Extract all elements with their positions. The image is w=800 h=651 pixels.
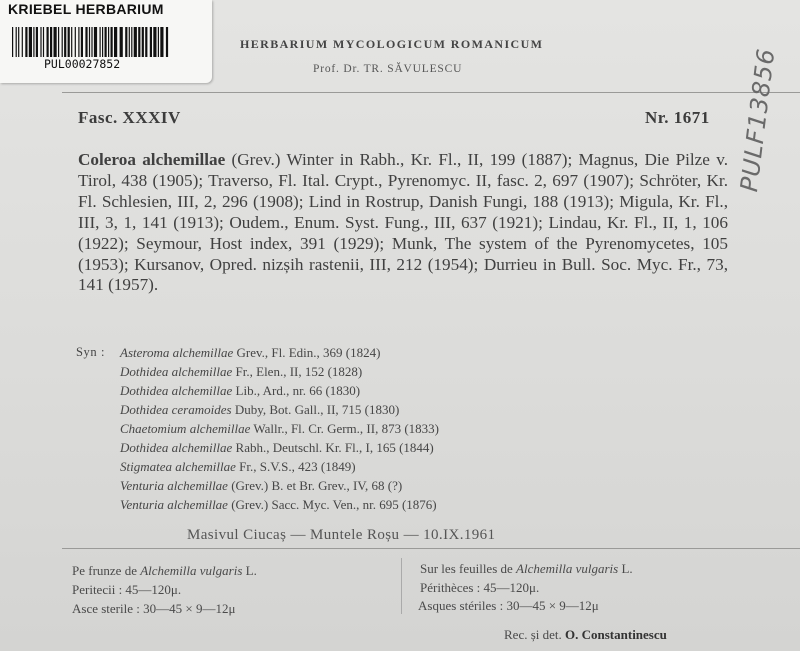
barcode-bar xyxy=(125,27,127,57)
barcode-bar xyxy=(16,27,17,57)
barcode-bar xyxy=(71,27,72,57)
barcode-bar xyxy=(138,27,140,57)
synonym-item xyxy=(120,459,356,475)
perithecia-romanian: Peritecii : 45—120μ. xyxy=(72,582,182,597)
synonym-name: Stigmatea alchemillae xyxy=(120,459,236,474)
barcode-bar xyxy=(58,27,59,57)
barcode-bar xyxy=(114,27,117,57)
divider-bottom xyxy=(62,548,800,549)
barcode-bar xyxy=(47,27,49,57)
citation-text: (Grev.) Winter in Rabh., Kr. Fl., II, 199 (1887); Magnus, Die Pilze v. Tirol, 438 (1905); Traverso, Fl. Ital. Crypt., Pyrenomyc. II, fasc. 2, 697 (1907); Schröter, Kr. Fl. Schlesien, III, 2, 296 (1908); Lind in Rostrup, Danish Fungi, 188 (1913); Migula, Kr. Fl., III, 3, 1, 141 (1913); Oudem., Enum. Syst. Fung., III, 637 (1921); Lindau, Kr. Fl., II, 1, 106 (1922); Seymour, Host index, 391 (1929); Munk, The system of the Pyrenomycetes, 105 (1953); Kursanov, Opred. nizșih rastenii, III, 212 (1954); Durrieu in Bull. Soc. Myc. Fr., 73, 141 (1957). xyxy=(78,150,728,295)
barcode-bar xyxy=(36,27,38,57)
barcode-bar xyxy=(25,27,27,57)
barcode-bar xyxy=(108,27,109,57)
specimen-number: Nr. 1671 xyxy=(645,108,710,127)
synonym-ref: Lib., Ard., nr. 66 (1830) xyxy=(232,383,361,398)
barcode-bar xyxy=(89,27,90,57)
synonym-ref: (Grev.) B. et Br. Grev., IV, 68 (?) xyxy=(227,478,403,493)
host-name: Alchemilla vulgaris xyxy=(140,563,243,578)
barcode-number: PUL00027852 xyxy=(44,57,121,71)
barcode-bar xyxy=(134,27,137,57)
synonym-ref: Wallr., Fl. Cr. Germ., II, 873 (1833) xyxy=(250,421,439,436)
synonym-ref: (Grev.) Sacc. Myc. Ven., nr. 695 (1876) xyxy=(227,497,437,512)
species-name: Coleroa alchemillae xyxy=(78,150,226,169)
divider-top xyxy=(62,92,800,93)
asci-french: Asques stériles : 30—45 × 9—12μ xyxy=(418,598,599,613)
synonym-ref: Rabh., Deutschl. Kr. Fl., I, 165 (1844) xyxy=(232,440,434,455)
barcode-bar xyxy=(64,27,66,57)
host-french xyxy=(420,561,633,577)
synonym-name: Dothidea alchemillae xyxy=(120,383,233,398)
barcode-bar xyxy=(54,27,57,57)
barcode-bar xyxy=(12,27,13,57)
barcode-bar xyxy=(85,27,87,57)
synonym-name: Asteroma alchemillae xyxy=(120,345,234,360)
synonym-ref: Duby, Bot. Gall., II, 715 (1830) xyxy=(231,402,400,417)
synonym-ref: Fr., S.V.S., 423 (1849) xyxy=(235,459,356,474)
synonym-item xyxy=(120,345,380,361)
column-divider xyxy=(401,558,402,614)
synonym-name: Dothidea alchemillae xyxy=(120,440,233,455)
barcode-bar xyxy=(91,27,92,57)
barcode-bar xyxy=(33,27,34,57)
asci-romanian: Asce sterile : 30—45 × 9—12μ xyxy=(72,601,236,616)
barcode-bar xyxy=(50,27,52,57)
barcode-bar xyxy=(40,27,41,57)
barcode-bar xyxy=(100,27,101,57)
synonym-name: Venturia alchemillae xyxy=(120,478,228,493)
synonym-name: Dothidea ceramoides xyxy=(120,402,232,417)
synonym-name: Venturia alchemillae xyxy=(120,497,228,512)
barcode-bar xyxy=(43,27,44,57)
barcode-bar xyxy=(62,27,63,57)
locality: Masivul Ciucaș — Muntele Roșu — 10.IX.1961 xyxy=(187,527,496,543)
collector-name: O. Constantinescu xyxy=(565,627,667,642)
collection-author: Prof. Dr. TR. SĂVULESCU xyxy=(313,63,463,75)
barcode-bar xyxy=(18,27,19,57)
host-prefix: Sur les feuilles de xyxy=(420,561,517,576)
fascicle-label: Fasc. XXXIV xyxy=(78,108,181,127)
collector-credit xyxy=(504,627,667,643)
handwritten-accession: PULF13856 xyxy=(735,46,781,194)
barcode-bar xyxy=(102,27,103,57)
synonym-name: Dothidea alchemillae xyxy=(120,364,233,379)
host-suffix: L. xyxy=(618,561,633,576)
barcode-bar xyxy=(142,27,144,57)
barcode-bar xyxy=(81,27,83,57)
barcode-bar xyxy=(158,27,159,57)
synonym-item xyxy=(120,402,399,418)
collection-title: HERBARIUM MYCOLOGICUM ROMANICUM xyxy=(240,37,544,51)
host-suffix: L. xyxy=(242,563,257,578)
barcode-icon xyxy=(12,27,172,57)
barcode-bar xyxy=(131,27,132,57)
barcode-bar xyxy=(160,27,163,57)
barcode-label xyxy=(0,0,212,83)
host-romanian xyxy=(72,563,257,579)
synonym-item xyxy=(120,440,434,456)
barcode-bar xyxy=(105,27,107,57)
barcode-bar xyxy=(129,27,130,57)
synonym-item xyxy=(120,478,402,494)
barcode-bar xyxy=(150,27,152,57)
barcode-bar xyxy=(153,27,156,57)
barcode-bar xyxy=(78,27,79,57)
host-prefix: Pe frunze de xyxy=(72,563,141,578)
barcode-bar xyxy=(94,27,97,57)
synonym-ref: Grev., Fl. Edin., 369 (1824) xyxy=(233,345,381,360)
herbarium-name: KRIEBEL HERBARIUM xyxy=(8,1,164,17)
synonym-name: Chaetomium alchemillae xyxy=(120,421,251,436)
barcode-bar xyxy=(145,27,147,57)
barcode-bar xyxy=(68,27,70,57)
synonym-item xyxy=(120,364,362,380)
synonyms-label: Syn : xyxy=(76,345,106,359)
host-name: Alchemilla vulgaris xyxy=(516,561,619,576)
collector-prefix: Rec. și det. xyxy=(504,627,566,642)
barcode-bar xyxy=(22,27,23,57)
synonym-item xyxy=(120,421,439,437)
barcode-bar xyxy=(75,27,76,57)
barcode-bar xyxy=(29,27,32,57)
synonym-ref: Fr., Elen., II, 152 (1828) xyxy=(232,364,363,379)
barcode-bar xyxy=(111,27,113,57)
barcode-bar xyxy=(166,27,168,57)
synonym-item xyxy=(120,383,360,399)
perithecia-french: Périthèces : 45—120μ. xyxy=(420,580,540,595)
synonym-item xyxy=(120,497,437,513)
barcode-bar xyxy=(120,27,123,57)
citation-block xyxy=(78,150,728,296)
